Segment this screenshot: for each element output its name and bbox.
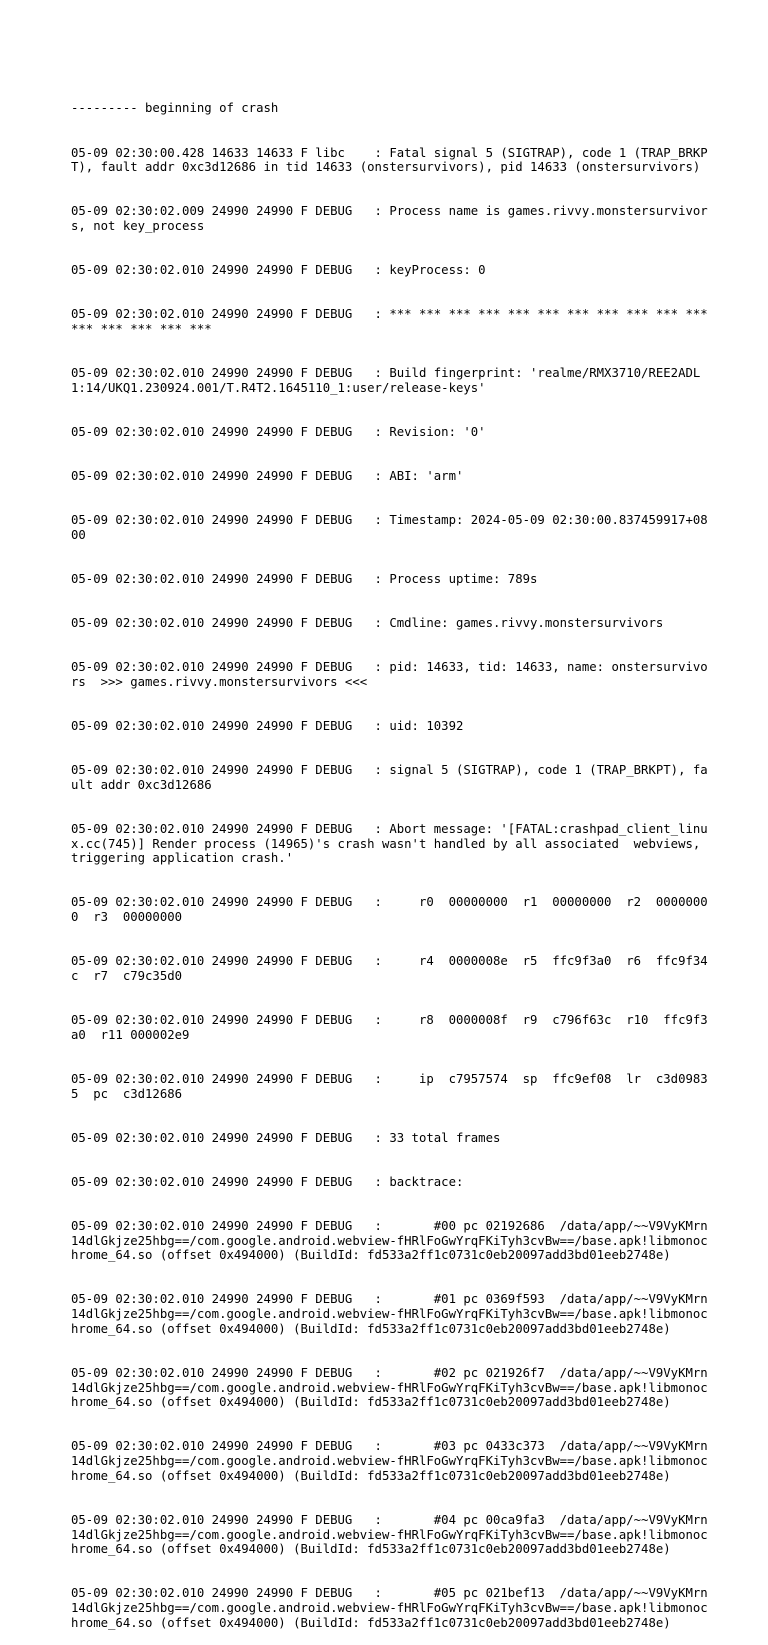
log-line-timestamp: 05-09 02:30:02.010 24990 24990 F DEBUG : Timestamp: 2024-05-09 02:30:00.837459917+0800 bbox=[71, 513, 708, 542]
log-line-key-process: 05-09 02:30:02.010 24990 24990 F DEBUG : keyProcess: 0 bbox=[71, 263, 486, 278]
log-line-process-name: 05-09 02:30:02.009 24990 24990 F DEBUG : Process name is games.rivvy.monstersurvivors, not key_process bbox=[71, 204, 708, 234]
log-line-frame-01: 05-09 02:30:02.010 24990 24990 F DEBUG : #01 pc 0369f593 /data/app/~~V9VyKMrn14dlGkjze25hbg==/com.google.android.webview-fHRlFoGwYrqFKiTyh3cvBw==/base.apk!libmonochrome_64.so (offset 0x494000) (BuildId: fd533a2ff1c0731c0eb20097add3bd01eeb2748e) bbox=[71, 1292, 708, 1336]
log-line-process-uptime: 05-09 02:30:02.010 24990 24990 F DEBUG : Process uptime: 789s bbox=[71, 571, 538, 586]
log-line-backtrace-header: 05-09 02:30:02.010 24990 24990 F DEBUG : backtrace: bbox=[71, 1174, 464, 1189]
log-line-abi: 05-09 02:30:02.010 24990 24990 F DEBUG : ABI: 'arm' bbox=[71, 468, 464, 483]
log-line-cmdline: 05-09 02:30:02.010 24990 24990 F DEBUG : Cmdline: games.rivvy.monstersurvivors bbox=[71, 616, 664, 631]
log-line-revision: 05-09 02:30:02.010 24990 24990 F DEBUG : Revision: '0' bbox=[71, 424, 486, 439]
log-line-crash-header: --------- beginning of crash bbox=[71, 101, 279, 116]
log-line-signal: 05-09 02:30:02.010 24990 24990 F DEBUG : signal 5 (SIGTRAP), code 1 (TRAP_BRKPT), fault addr 0xc3d12686 bbox=[71, 763, 708, 792]
log-line-registers-r4: 05-09 02:30:02.010 24990 24990 F DEBUG : r4 0000008e r5 ffc9f3a0 r6 ffc9f34c r7 c79c35d0 bbox=[71, 954, 708, 983]
log-line-uid: 05-09 02:30:02.010 24990 24990 F DEBUG : uid: 10392 bbox=[71, 718, 464, 733]
log-line-registers-r0: 05-09 02:30:02.010 24990 24990 F DEBUG : r0 00000000 r1 00000000 r2 00000000 r3 00000000 bbox=[71, 895, 708, 925]
log-line-pid-tid: 05-09 02:30:02.010 24990 24990 F DEBUG : pid: 14633, tid: 14633, name: onstersurvivors >>> games.rivvy.monstersurvivors <<< bbox=[71, 660, 708, 689]
crash-log bbox=[71, 72, 716, 1645]
log-line-abort-message: 05-09 02:30:02.010 24990 24990 F DEBUG : Abort message: '[FATAL:crashpad_client_linux.cc(745)] Render process (14965)'s crash wasn't handled by all associated webviews, triggering application crash.' bbox=[71, 821, 708, 866]
log-line-frame-02: 05-09 02:30:02.010 24990 24990 F DEBUG : #02 pc 021926f7 /data/app/~~V9VyKMrn14dlGkjze25hbg==/com.google.android.webview-fHRlFoGwYrqFKiTyh3cvBw==/base.apk!libmonochrome_64.so (offset 0x494000) (BuildId: fd533a2ff1c0731c0eb20097add3bd01eeb2748e) bbox=[71, 1365, 708, 1410]
log-line-total-frames: 05-09 02:30:02.010 24990 24990 F DEBUG : 33 total frames bbox=[71, 1130, 501, 1145]
log-line-registers-r8: 05-09 02:30:02.010 24990 24990 F DEBUG : r8 0000008f r9 c796f63c r10 ffc9f3a0 r11 000002e9 bbox=[71, 1013, 708, 1042]
log-line-frame-05: 05-09 02:30:02.010 24990 24990 F DEBUG : #05 pc 021bef13 /data/app/~~V9VyKMrn14dlGkjze25hbg==/com.google.android.webview-fHRlFoGwYrqFKiTyh3cvBw==/base.apk!libmonochrome_64.so (offset 0x494000) (BuildId: fd533a2ff1c0731c0eb20097add3bd01eeb2748e) bbox=[71, 1586, 708, 1630]
log-line-frame-00: 05-09 02:30:02.010 24990 24990 F DEBUG : #00 pc 02192686 /data/app/~~V9VyKMrn14dlGkjze25hbg==/com.google.android.webview-fHRlFoGwYrqFKiTyh3cvBw==/base.apk!libmonochrome_64.so (offset 0x494000) (BuildId: fd533a2ff1c0731c0eb20097add3bd01eeb2748e) bbox=[71, 1218, 708, 1263]
log-line-frame-04: 05-09 02:30:02.010 24990 24990 F DEBUG : #04 pc 00ca9fa3 /data/app/~~V9VyKMrn14dlGkjze25hbg==/com.google.android.webview-fHRlFoGwYrqFKiTyh3cvBw==/base.apk!libmonochrome_64.so (offset 0x494000) (BuildId: fd533a2ff1c0731c0eb20097add3bd01eeb2748e) bbox=[71, 1512, 708, 1557]
log-line-frame-03: 05-09 02:30:02.010 24990 24990 F DEBUG : #03 pc 0433c373 /data/app/~~V9VyKMrn14dlGkjze25hbg==/com.google.android.webview-fHRlFoGwYrqFKiTyh3cvBw==/base.apk!libmonochrome_64.so (offset 0x494000) (BuildId: fd533a2ff1c0731c0eb20097add3bd01eeb2748e) bbox=[71, 1439, 708, 1483]
log-line-registers-ip: 05-09 02:30:02.010 24990 24990 F DEBUG : ip c7957574 sp ffc9ef08 lr c3d09835 pc c3d12686 bbox=[71, 1071, 708, 1101]
log-line-fatal-signal: 05-09 02:30:00.428 14633 14633 F libc : Fatal signal 5 (SIGTRAP), code 1 (TRAP_BRKPT), fault addr 0xc3d12686 in tid 14633 (onstersurvivors), pid 14633 (onstersurvivors) bbox=[71, 145, 708, 175]
log-line-build-fingerprint: 05-09 02:30:02.010 24990 24990 F DEBUG : Build fingerprint: 'realme/RMX3710/REE2ADL1:14/UKQ1.230924.001/T.R4T2.1645110_1:user/release-keys' bbox=[71, 366, 701, 395]
log-line-separator: 05-09 02:30:02.010 24990 24990 F DEBUG : *** *** *** *** *** *** *** *** *** *** *** *** *** *** *** *** bbox=[71, 307, 716, 336]
